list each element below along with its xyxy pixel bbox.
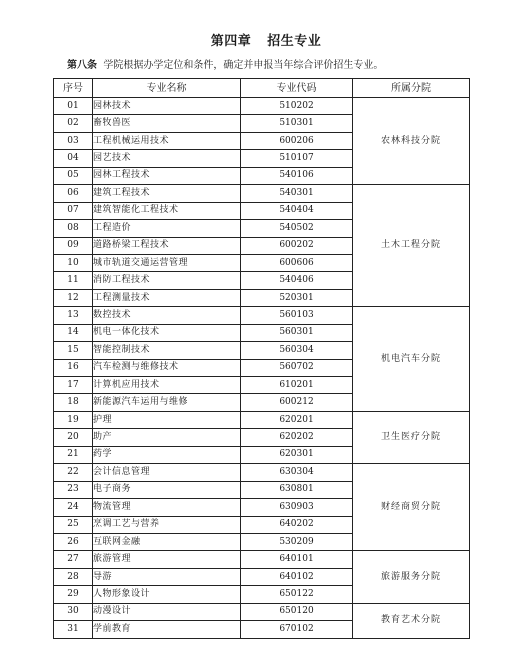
major-name-cell: 旅游管理: [93, 551, 241, 568]
major-code-cell: 510202: [241, 98, 353, 115]
major-name-cell: 道路桥梁工程技术: [93, 237, 241, 254]
seq-cell: 14: [54, 324, 93, 341]
major-code-cell: 510301: [241, 115, 353, 132]
seq-cell: 29: [54, 586, 93, 603]
major-code-cell: 640202: [241, 516, 353, 533]
seq-cell: 23: [54, 481, 93, 498]
chapter-title: [0, 30, 532, 49]
major-name-cell: 计算机应用技术: [93, 377, 241, 394]
seq-cell: 11: [54, 272, 93, 289]
header-department: 所属分院: [353, 79, 470, 98]
seq-cell: 16: [54, 359, 93, 376]
major-code-cell: 600606: [241, 254, 353, 271]
seq-cell: 28: [54, 568, 93, 585]
major-name-cell: 烹调工艺与营养: [93, 516, 241, 533]
major-code-cell: 620202: [241, 429, 353, 446]
major-code-cell: 540404: [241, 202, 353, 219]
seq-cell: 18: [54, 394, 93, 411]
seq-cell: 31: [54, 621, 93, 638]
major-code-cell: 560702: [241, 359, 353, 376]
major-name-cell: 物流管理: [93, 499, 241, 516]
major-name-cell: 人物形象设计: [93, 586, 241, 603]
major-code-cell: 540502: [241, 220, 353, 237]
seq-cell: 24: [54, 499, 93, 516]
department-cell: 农林科技分院: [353, 98, 470, 185]
major-name-cell: 电子商务: [93, 481, 241, 498]
seq-cell: 05: [54, 167, 93, 184]
table-row: [54, 307, 470, 324]
major-name-cell: 智能控制技术: [93, 342, 241, 359]
seq-cell: 01: [54, 98, 93, 115]
seq-cell: 02: [54, 115, 93, 132]
seq-cell: 26: [54, 533, 93, 550]
header-major-code: 专业代码: [241, 79, 353, 98]
major-code-cell: 540106: [241, 167, 353, 184]
seq-cell: 12: [54, 289, 93, 306]
major-code-cell: 650120: [241, 603, 353, 620]
major-name-cell: 新能源汽车运用与维修: [93, 394, 241, 411]
department-cell: 卫生医疗分院: [353, 411, 470, 463]
major-code-cell: 560103: [241, 307, 353, 324]
major-name-cell: 动漫设计: [93, 603, 241, 620]
majors-table: [53, 78, 470, 639]
seq-cell: 20: [54, 429, 93, 446]
seq-cell: 19: [54, 411, 93, 428]
department-cell: 土木工程分院: [353, 185, 470, 307]
seq-cell: 25: [54, 516, 93, 533]
major-name-cell: 园林工程技术: [93, 167, 241, 184]
major-code-cell: 620301: [241, 446, 353, 463]
major-code-cell: 600202: [241, 237, 353, 254]
major-name-cell: 畜牧兽医: [93, 115, 241, 132]
seq-cell: 15: [54, 342, 93, 359]
seq-cell: 09: [54, 237, 93, 254]
major-name-cell: 导游: [93, 568, 241, 585]
seq-cell: 22: [54, 464, 93, 481]
major-code-cell: 630801: [241, 481, 353, 498]
chapter-name: 招生专业: [267, 34, 322, 49]
article-paragraph: [67, 56, 383, 71]
major-code-cell: 510107: [241, 150, 353, 167]
seq-cell: 07: [54, 202, 93, 219]
major-name-cell: 工程测量技术: [93, 289, 241, 306]
major-code-cell: 670102: [241, 621, 353, 638]
major-name-cell: 助产: [93, 429, 241, 446]
table-row: [54, 185, 470, 202]
major-code-cell: 640102: [241, 568, 353, 585]
major-name-cell: 建筑智能化工程技术: [93, 202, 241, 219]
seq-cell: 27: [54, 551, 93, 568]
seq-cell: 10: [54, 254, 93, 271]
table-row: [54, 98, 470, 115]
department-cell: 教育艺术分院: [353, 603, 470, 638]
department-cell: 旅游服务分院: [353, 551, 470, 603]
major-code-cell: 520301: [241, 289, 353, 306]
major-name-cell: 园林技术: [93, 98, 241, 115]
major-name-cell: 会计信息管理: [93, 464, 241, 481]
major-code-cell: 630903: [241, 499, 353, 516]
major-code-cell: 530209: [241, 533, 353, 550]
seq-cell: 06: [54, 185, 93, 202]
seq-cell: 13: [54, 307, 93, 324]
header-major-name: 专业名称: [93, 79, 241, 98]
major-name-cell: 护理: [93, 411, 241, 428]
article-text: 学院根据办学定位和条件，确定并申报当年综合评价招生专业。: [103, 60, 384, 71]
major-name-cell: 工程造价: [93, 220, 241, 237]
header-seq: 序号: [54, 79, 93, 98]
major-name-cell: 机电一体化技术: [93, 324, 241, 341]
major-name-cell: 数控技术: [93, 307, 241, 324]
seq-cell: 17: [54, 377, 93, 394]
major-code-cell: 560304: [241, 342, 353, 359]
major-code-cell: 610201: [241, 377, 353, 394]
chapter-number: 第四章: [210, 34, 252, 49]
major-name-cell: 消防工程技术: [93, 272, 241, 289]
seq-cell: 08: [54, 220, 93, 237]
major-code-cell: 560301: [241, 324, 353, 341]
major-name-cell: 药学: [93, 446, 241, 463]
department-cell: 财经商贸分院: [353, 464, 470, 551]
major-code-cell: 540406: [241, 272, 353, 289]
major-name-cell: 互联网金融: [93, 533, 241, 550]
major-name-cell: 园艺技术: [93, 150, 241, 167]
seq-cell: 21: [54, 446, 93, 463]
article-label: 第八条: [67, 60, 97, 71]
seq-cell: 04: [54, 150, 93, 167]
major-code-cell: 540301: [241, 185, 353, 202]
majors-table-body: [54, 98, 470, 639]
table-row: [54, 464, 470, 481]
table-row: [54, 411, 470, 428]
table-row: [54, 551, 470, 568]
department-cell: 机电汽车分院: [353, 307, 470, 412]
major-code-cell: 650122: [241, 586, 353, 603]
major-name-cell: 工程机械运用技术: [93, 132, 241, 149]
major-code-cell: 640101: [241, 551, 353, 568]
major-name-cell: 城市轨道交通运营管理: [93, 254, 241, 271]
major-code-cell: 600206: [241, 132, 353, 149]
major-code-cell: 600212: [241, 394, 353, 411]
major-name-cell: 学前教育: [93, 621, 241, 638]
table-header-row: [54, 79, 470, 98]
seq-cell: 03: [54, 132, 93, 149]
major-name-cell: 汽车检测与维修技术: [93, 359, 241, 376]
major-name-cell: 建筑工程技术: [93, 185, 241, 202]
table-row: [54, 603, 470, 620]
major-code-cell: 620201: [241, 411, 353, 428]
major-code-cell: 630304: [241, 464, 353, 481]
seq-cell: 30: [54, 603, 93, 620]
